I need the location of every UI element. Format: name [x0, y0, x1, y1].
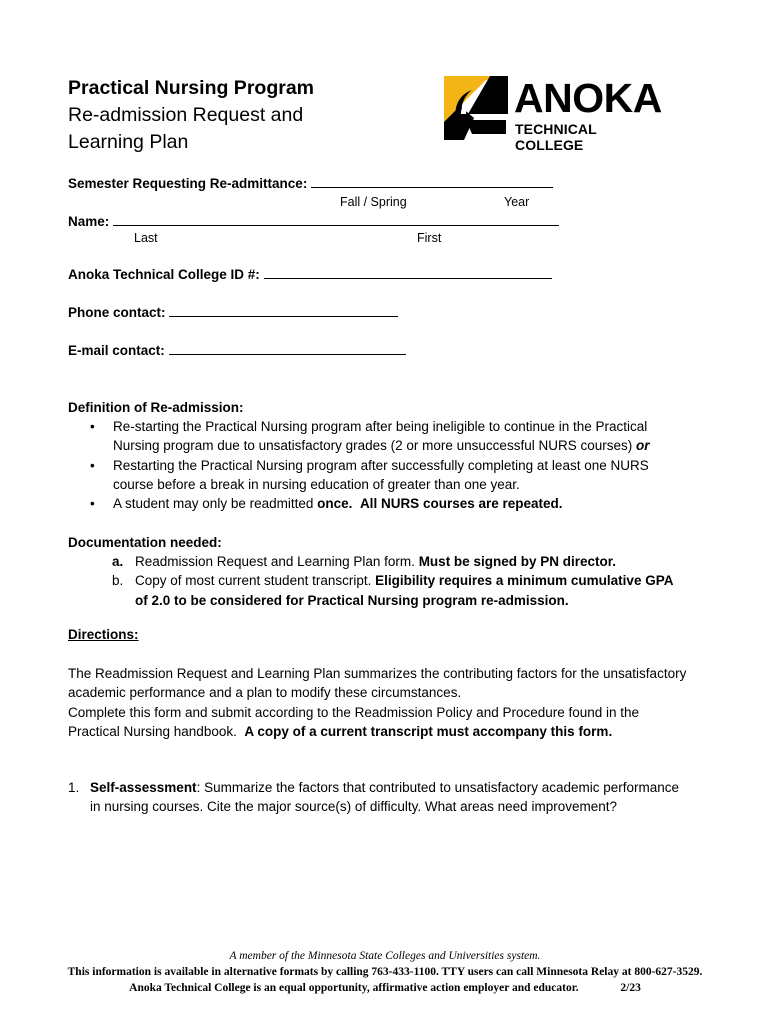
definition-heading: Definition of Re-admission:	[68, 400, 244, 415]
list-item	[68, 571, 708, 610]
bullet1-line1: Re-starting the Practical Nursing program after being ineligible to continue in the Practical	[113, 419, 648, 434]
item-b-bold-line1: Eligibility requires a minimum cumulative GPA	[375, 573, 674, 589]
page-title	[68, 75, 428, 156]
name-input-line[interactable]	[113, 213, 559, 226]
item-a-bold: Must be signed by PN director.	[418, 554, 616, 569]
directions-para2	[68, 703, 728, 742]
item-b-marker: b.	[112, 573, 124, 589]
title-line-3: Learning Plan	[68, 131, 189, 153]
para2-line2-bold: A copy of a current transcript must accompany this form.	[244, 723, 613, 739]
question-1-text-line1: : Summarize the factors that contributed to unsatisfactory academic performance	[196, 780, 680, 795]
email-field	[68, 342, 406, 358]
bullet3-bold: All NURS courses are repeated.	[359, 496, 563, 512]
semester-hint-term: Fall / Spring	[340, 195, 407, 209]
id-label: Anoka Technical College ID #:	[68, 267, 260, 282]
question-1-number: 1.	[68, 780, 80, 795]
email-label: E-mail contact:	[68, 343, 165, 358]
logo-subtitle: TECHNICAL COLLEGE	[515, 121, 597, 153]
question-1-text-line2: in nursing courses. Cite the major source(s) of difficulty. What areas need improvement?	[90, 799, 617, 815]
id-field	[68, 266, 552, 282]
bullet1-line2: Nursing program due to unsatisfactory grades (2 or more unsuccessful NURS courses)	[113, 438, 633, 454]
bullet2-line1: Restarting the Practical Nursing program after successfully completing at least one NURS	[113, 457, 649, 473]
bullet3-period: .	[348, 496, 353, 512]
documentation-section	[68, 533, 708, 610]
phone-input-line[interactable]	[169, 304, 398, 317]
logo-name: ANOKA	[514, 75, 662, 121]
list-item	[68, 494, 708, 513]
definition-section	[68, 398, 708, 513]
question-1-label: Self-assessment	[90, 780, 197, 795]
para2-line1: Complete this form and submit according to the Readmission Policy and Procedure found in the	[68, 704, 640, 720]
footer-line-3: Anoka Technical College is an equal opportunity, affirmative action employer and educator.	[129, 982, 579, 994]
bullet1-or: or	[635, 438, 650, 454]
name-field	[68, 213, 559, 229]
list-item	[68, 417, 708, 456]
list-item	[68, 456, 708, 495]
name-label: Name:	[68, 214, 110, 229]
item-a-text: Readmission Request and Learning Plan form.	[135, 554, 415, 569]
bullet3-text: A student may only be readmitted	[113, 496, 314, 512]
bullet2-line2: course before a break in nursing education of greater than one year.	[113, 476, 520, 492]
anoka-logo-icon	[444, 76, 508, 140]
phone-field	[68, 304, 398, 320]
semester-field	[68, 175, 553, 191]
definition-list	[68, 417, 708, 513]
para2-line2-text: Practical Nursing handbook.	[68, 723, 237, 739]
name-hint-first: First	[417, 231, 442, 245]
name-hint-last: Last	[134, 231, 158, 245]
bullet3-once: once	[317, 496, 349, 512]
para1-line2: academic performance and a plan to modify these circumstances.	[68, 685, 462, 701]
phone-label: Phone contact:	[68, 305, 166, 320]
question-1	[68, 778, 728, 817]
footer-line-2: This information is available in alternative formats by calling 763-433-1100. TTY users can call Minnesota Relay at 800-627-3529.	[67, 966, 703, 978]
footer-line-1: A member of the Minnesota State Colleges and Universities system.	[229, 950, 541, 962]
email-input-line[interactable]	[169, 342, 406, 355]
title-line-1: Practical Nursing Program	[68, 77, 314, 99]
item-a-marker: a.	[112, 554, 124, 569]
item-b-bold-line2: of 2.0 to be considered for Practical Nursing program re-admission.	[135, 592, 569, 608]
id-input-line[interactable]	[264, 266, 552, 279]
directions-body	[68, 664, 728, 741]
semester-input-line[interactable]	[311, 175, 553, 188]
page-footer	[20, 948, 750, 996]
semester-label: Semester Requesting Re-admittance:	[68, 176, 308, 191]
list-item	[68, 552, 708, 571]
documentation-heading: Documentation needed:	[68, 535, 222, 550]
item-b-text: Copy of most current student transcript.	[135, 573, 372, 589]
directions-para1	[68, 664, 728, 703]
semester-hint-year: Year	[504, 195, 530, 209]
directions-heading: Directions:	[68, 627, 139, 642]
para1-line1: The Readmission Request and Learning Plan summarizes the contributing factors for the unsatisfactory	[68, 666, 687, 681]
footer-page-code: 2/23	[620, 982, 641, 994]
title-line-2: Re-admission Request and	[68, 104, 304, 126]
college-logo	[444, 75, 662, 153]
documentation-list	[68, 552, 708, 610]
footer-line-3-wrap	[20, 980, 750, 996]
